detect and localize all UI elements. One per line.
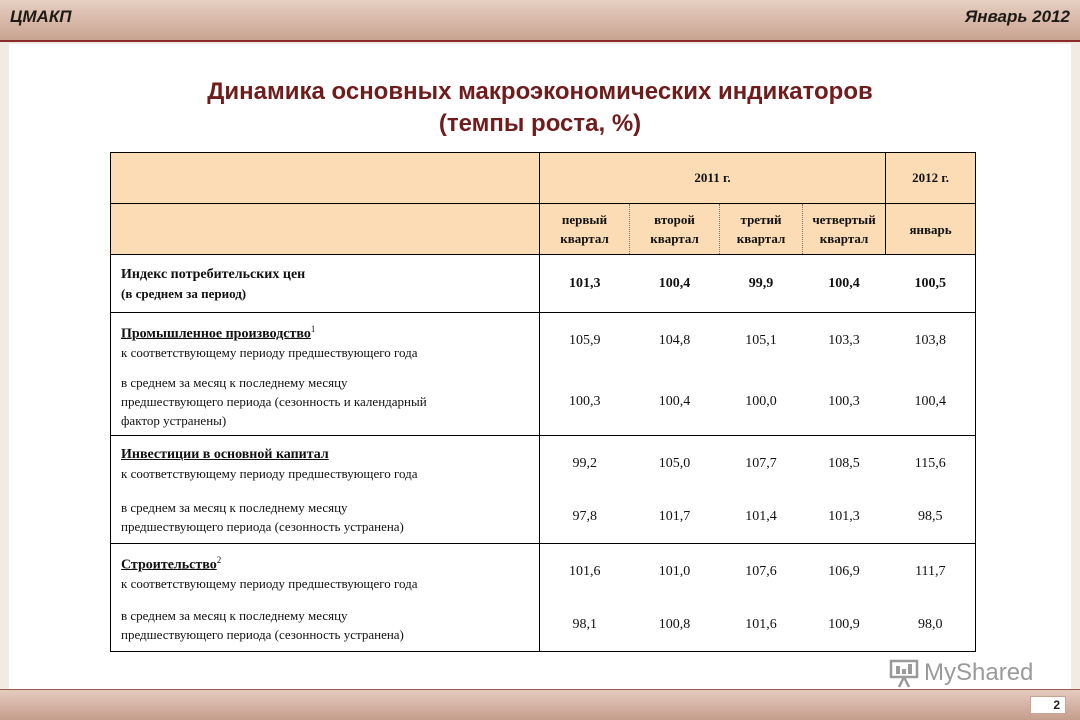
investment-yoy-q3: 107,7 [720, 436, 803, 492]
investment-mom-q4: 101,3 [828, 509, 860, 525]
industry-mom-q2: 100,4 [658, 393, 691, 409]
slide-title: Динамика основных макроэкономических индикаторов [207, 78, 873, 105]
investment-mom-q2: 101,7 [658, 509, 691, 525]
col-january: январь [886, 204, 976, 255]
construction-yoy-q4: 106,9 [803, 544, 886, 600]
col-q1: первый квартал [540, 204, 630, 255]
cpi-subtitle: (в среднем за период) [121, 286, 247, 301]
cpi-value-q3: 99,9 [720, 255, 803, 313]
industry-yoy-row [111, 313, 976, 369]
period-header-row [111, 204, 976, 255]
industry-mom-q1: 100,3 [569, 393, 601, 409]
industry-footnote: 1 [310, 323, 316, 334]
industry-yoy-jan: 103,8 [886, 313, 976, 369]
period-label: Январь 2012 [964, 7, 1070, 26]
investment-yoy-label: к соответствующему периоду предшествующего года [121, 466, 418, 482]
construction-mom-label: в среднем за месяц к последнему месяцу предшествующего периода (сезонность устранена) [111, 600, 540, 652]
investment-yoy-q4: 108,5 [803, 436, 886, 492]
construction-mom-q3: 101,6 [720, 600, 803, 652]
col-q3: третий квартал [720, 204, 803, 255]
construction-mom-q1: 98,1 [540, 600, 630, 652]
industry-yoy-q2: 104,8 [630, 313, 720, 369]
cpi-value-q2: 100,4 [630, 255, 720, 313]
construction-yoy-jan: 111,7 [886, 544, 976, 600]
industry-mom-row [111, 369, 976, 436]
industry-mom-label: в среднем за месяц к последнему месяцу предшествующего периода (сезонность и календарный фактор устранены) [111, 369, 540, 436]
construction-yoy-q3: 107,6 [720, 544, 803, 600]
myshared-watermark [888, 657, 1048, 689]
industry-mom-q3: 100,0 [745, 393, 777, 409]
industry-mom-jan: 100,4 [886, 369, 976, 436]
construction-mom-q4: 100,9 [803, 600, 886, 652]
watermark-text: MyShared [924, 659, 1034, 686]
industry-label [111, 313, 540, 369]
cpi-row [111, 255, 976, 313]
investment-yoy-q2: 105,0 [630, 436, 720, 492]
col-q2: второй квартал [630, 204, 720, 255]
construction-title: Строительство [121, 556, 217, 572]
investment-mom-label: в среднем за месяц к последнему месяцу предшествующего периода (сезонность устранена) [111, 492, 540, 544]
header-bar [0, 0, 1080, 40]
presentation-icon [888, 657, 920, 689]
industry-title: Промышленное производство [121, 325, 311, 341]
construction-yoy-row [111, 544, 976, 600]
construction-mom-row [111, 600, 976, 652]
investment-yoy-jan: 115,6 [886, 436, 976, 492]
header-blank-2 [111, 204, 540, 255]
cpi-value-q4: 100,4 [803, 255, 886, 313]
footer-bar [0, 690, 1080, 720]
col-q4: четвертый квартал [803, 204, 886, 255]
investment-mom-jan: 98,5 [886, 492, 976, 544]
investment-mom-row [111, 492, 976, 544]
investment-yoy-q1: 99,2 [540, 436, 630, 492]
construction-mom-q2: 100,8 [630, 600, 720, 652]
construction-yoy-q1: 101,6 [540, 544, 630, 600]
construction-mom-jan: 98,0 [886, 600, 976, 652]
construction-footnote: 2 [216, 554, 222, 565]
investment-label [111, 436, 540, 492]
industry-yoy-q1: 105,9 [540, 313, 630, 369]
slide-subtitle: (темпы роста, %) [438, 110, 642, 137]
header-blank [111, 153, 540, 204]
industry-yoy-q3: 105,1 [720, 313, 803, 369]
construction-yoy-q2: 101,0 [630, 544, 720, 600]
investment-mom-q1: 97,8 [572, 509, 597, 525]
industry-yoy-q4: 103,3 [803, 313, 886, 369]
investment-mom-q3: 101,4 [745, 509, 777, 525]
brand-label: ЦМАКП [10, 7, 72, 26]
cpi-value-jan: 100,5 [886, 255, 976, 313]
cpi-value-q1: 101,3 [540, 255, 630, 313]
industry-mom-q4: 100,3 [828, 393, 860, 409]
investment-title: Инвестиции в основной капитал [121, 447, 329, 463]
year-2012: 2012 г. [886, 153, 976, 204]
year-header-row [111, 153, 976, 204]
cpi-label [111, 255, 540, 313]
page-number: 2 [1030, 696, 1066, 714]
construction-yoy-label: к соответствующему периоду предшествующего года [121, 575, 418, 591]
indicators-table [110, 152, 976, 652]
year-2011: 2011 г. [540, 153, 886, 204]
header-divider [0, 40, 1080, 42]
industry-yoy-label: к соответствующему периоду предшествующего года [121, 344, 418, 360]
construction-label [111, 544, 540, 600]
cpi-title: Индекс потребительских цен [121, 267, 306, 282]
investment-yoy-row [111, 436, 976, 492]
